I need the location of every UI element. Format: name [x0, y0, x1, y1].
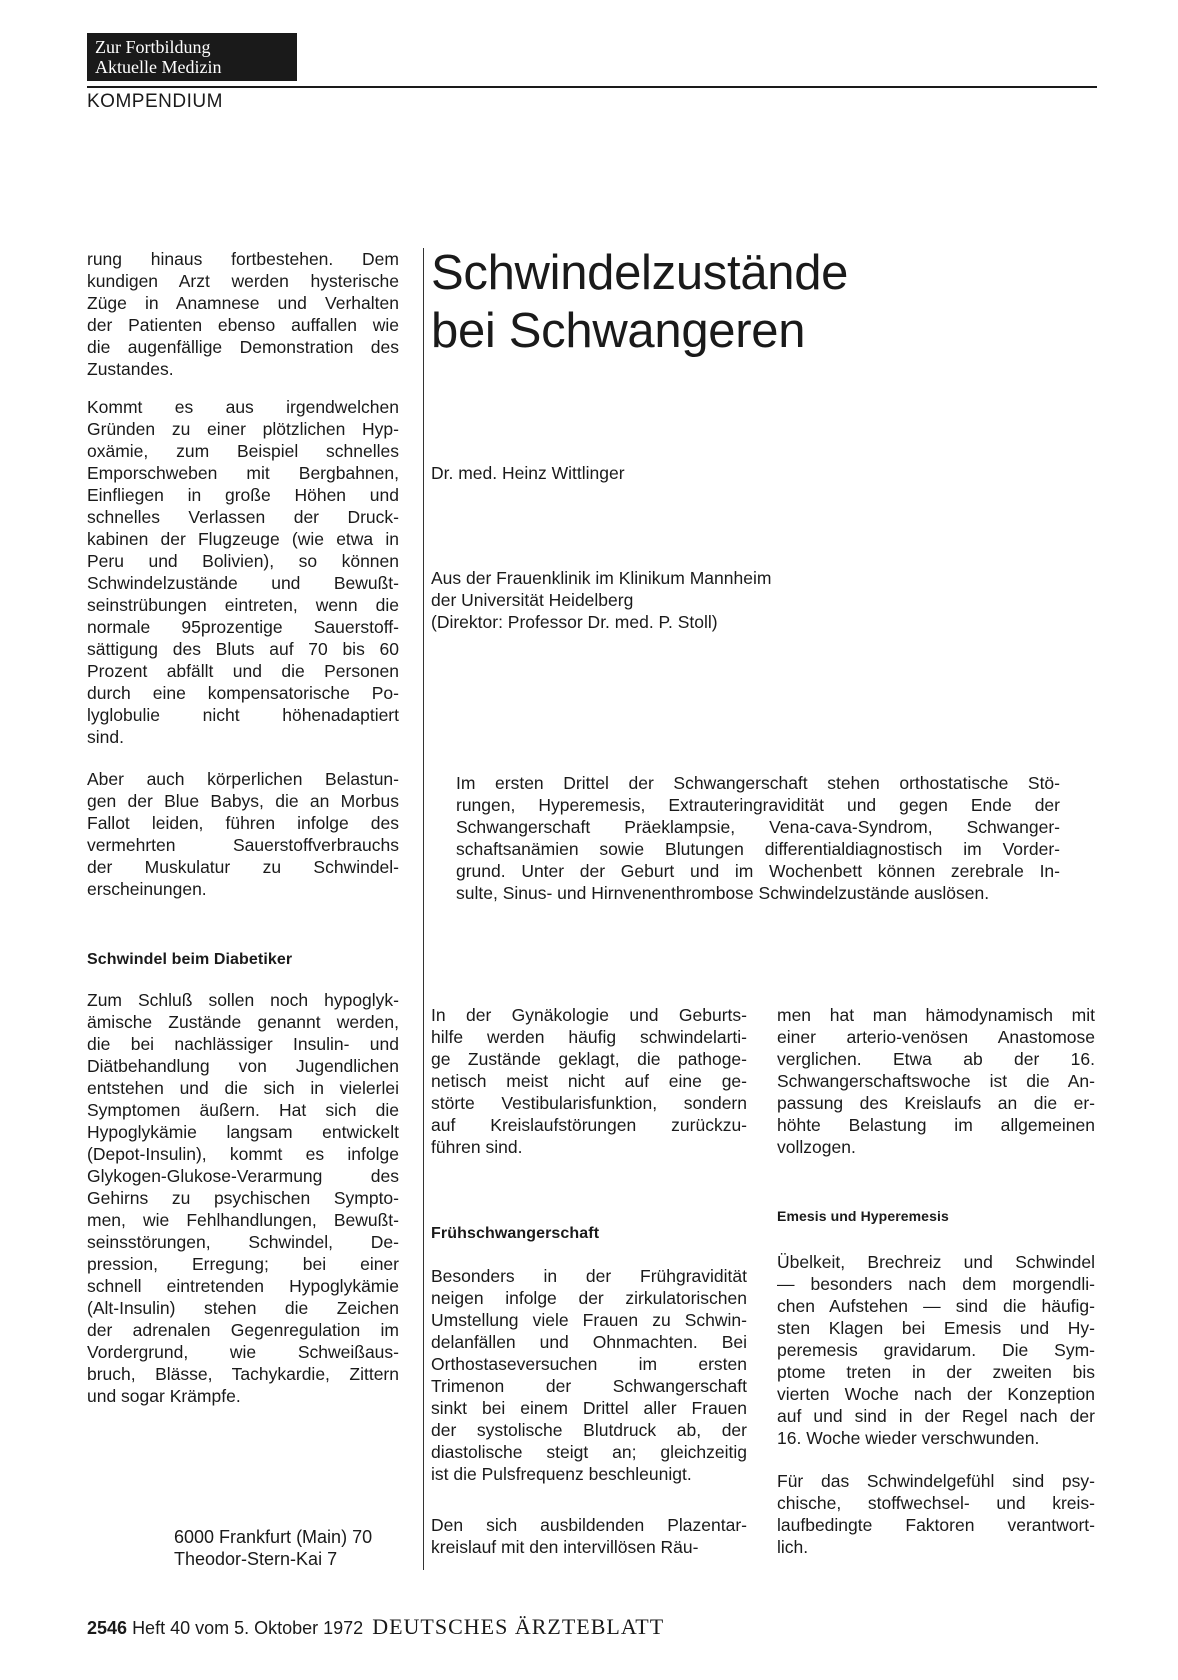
text-line: Hypoglykämie langsam entwickelt — [87, 1122, 399, 1142]
text-line: pression, Erregung; bei einer — [87, 1254, 399, 1274]
affiliation-line: der Universität Heidelberg — [431, 590, 634, 610]
heading-emesis: Emesis und Hyperemesis — [777, 1208, 949, 1224]
text-line: rung hinaus fortbestehen. Dem — [87, 249, 399, 269]
author-address — [174, 1526, 372, 1570]
text-line: (Depot-Insulin), kommt es infolge — [87, 1144, 399, 1164]
text-line: Glykogen-Glukose-Verarmung des — [87, 1166, 399, 1186]
text-line: kabinen der Flugzeuge (wie etwa in — [87, 529, 399, 549]
text-line: rungen, Hyperemesis, Extrauteringravidität und gegen Ende der — [456, 795, 1060, 815]
text-line: Trimenon der Schwangerschaft — [431, 1376, 747, 1396]
text-line: der systolische Blutdruck ab, der — [431, 1420, 747, 1440]
text-line: seinstrübungen eintreten, wenn die — [87, 595, 399, 615]
author-name: Dr. med. Heinz Wittlinger — [431, 463, 625, 483]
text-line: netisch meist nicht auf eine ge- — [431, 1071, 747, 1091]
address-line-2: Theodor-Stern-Kai 7 — [174, 1549, 338, 1569]
text-line: Züge in Anamnese und Verhalten — [87, 293, 399, 313]
text-line: Den sich ausbildenden Plazentar- — [431, 1515, 747, 1535]
text-line: die bei nachlässiger Insulin- und — [87, 1034, 399, 1054]
text-line: Kommt es aus irgendwelchen — [87, 397, 399, 417]
right-para-3 — [777, 1470, 1095, 1558]
text-line: peremesis gravidarum. Die Sym- — [777, 1340, 1095, 1360]
text-line: In der Gynäkologie und Geburts- — [431, 1005, 747, 1025]
text-line: ptome treten in der zweiten bis — [777, 1362, 1095, 1382]
text-line: Für das Schwindelgefühl sind psy- — [777, 1471, 1095, 1491]
text-line: ämische Zustände genannt werden, — [87, 1012, 399, 1032]
text-line: Besonders in der Frühgravidität — [431, 1266, 747, 1286]
middle-para-1 — [431, 1004, 747, 1158]
left-para-1 — [87, 248, 399, 380]
title-line-1: Schwindelzustände — [431, 246, 849, 300]
affiliation — [431, 567, 771, 633]
text-line: normale 95prozentige Sauerstoff- — [87, 617, 399, 637]
text-line: laufbedingte Faktoren verantwort- — [777, 1515, 1095, 1535]
text-line: der Patienten ebenso auffallen wie — [87, 315, 399, 335]
text-line: sinkt bei einem Drittel aller Frauen — [431, 1398, 747, 1418]
text-line: ist die Pulsfrequenz beschleunigt. — [431, 1464, 692, 1484]
text-line: delanfällen und Ohnmachten. Bei — [431, 1332, 747, 1352]
text-line: und sogar Krämpfe. — [87, 1386, 241, 1406]
middle-para-3 — [431, 1514, 747, 1558]
text-line: 16. Woche wieder verschwunden. — [777, 1428, 1040, 1448]
text-line: diastolische steigt an; gleichzeitig — [431, 1442, 747, 1462]
text-line: Peru und Bolivien), so können — [87, 551, 399, 571]
text-line: sättigung des Bluts auf 70 bis 60 — [87, 639, 399, 659]
text-line: vermehrten Sauerstoffverbrauchs — [87, 835, 399, 855]
text-line: chen Aufstehen — sind die häufig- — [777, 1296, 1095, 1316]
text-line: auf Kreislaufstörungen zurückzu- — [431, 1115, 747, 1135]
text-line: Fallot leiden, führen infolge des — [87, 813, 399, 833]
text-line: bruch, Blässe, Tachykardie, Zittern — [87, 1364, 399, 1384]
text-line: höhte Belastung im allgemeinen — [777, 1115, 1095, 1135]
text-line: Prozent abfällt und die Personen — [87, 661, 399, 681]
affiliation-line: Aus der Frauenklinik im Klinikum Mannheim — [431, 568, 772, 588]
text-line: kreislauf mit den intervillösen Räu- — [431, 1537, 699, 1557]
text-line: schnelles Verlassen der Druck- — [87, 507, 399, 527]
text-line: Einfliegen in große Höhen und — [87, 485, 399, 505]
series-line-1: Zur Fortbildung — [95, 37, 211, 57]
text-line: lich. — [777, 1537, 809, 1557]
heading-diabetiker: Schwindel beim Diabetiker — [87, 951, 293, 968]
text-line: ge Zustände geklagt, die pathoge- — [431, 1049, 747, 1069]
section-label: KOMPENDIUM — [87, 91, 223, 112]
text-line: Übelkeit, Brechreiz und Schwindel — [777, 1252, 1095, 1272]
text-line: oxämie, zum Beispiel schnelles — [87, 441, 399, 461]
text-line: Schwindelzustände und Bewußt- — [87, 573, 399, 593]
text-line: neigen infolge der zirkulatorischen — [431, 1288, 747, 1308]
left-para-4 — [87, 989, 399, 1407]
text-line: die augenfällige Demonstration des — [87, 337, 399, 357]
issue-info: Heft 40 vom 5. Oktober 1972 — [132, 1618, 364, 1638]
text-line: passung des Kreislaufs an die er- — [777, 1093, 1095, 1113]
text-line: lyglobulie nicht höhenadaptiert — [87, 705, 399, 725]
column-divider — [423, 248, 424, 1570]
text-line: sten Klagen bei Emesis und Hy- — [777, 1318, 1095, 1338]
text-line: grund. Unter der Geburt und im Wochenbett können zerebrale In- — [456, 861, 1060, 881]
text-line: Zum Schluß sollen noch hypoglyk- — [87, 990, 399, 1010]
text-line: seinsstörungen, Schwindel, De- — [87, 1232, 399, 1252]
text-line: — besonders nach dem morgendli- — [777, 1274, 1095, 1294]
title-line-2: bei Schwangeren — [431, 304, 806, 358]
text-line: störte Vestibularisfunktion, sondern — [431, 1093, 747, 1113]
left-para-3 — [87, 768, 399, 900]
text-line: einer arterio-venösen Anastomose — [777, 1027, 1095, 1047]
text-line: men hat man hämodynamisch mit — [777, 1005, 1095, 1025]
page-footer — [87, 1614, 664, 1640]
text-line: vierten Woche nach der Konzeption — [777, 1384, 1095, 1404]
text-line: sulte, Sinus- und Hirnvenenthrombose Schwindelzustände auslösen. — [456, 883, 990, 903]
text-line: verglichen. Etwa ab der 16. — [777, 1049, 1095, 1069]
text-line: führen sind. — [431, 1137, 523, 1157]
text-line: Gründen zu einer plötzlichen Hyp- — [87, 419, 399, 439]
text-line: schaftsanämien sowie Blutungen differentialdiagnostisch im Vorder- — [456, 839, 1060, 859]
text-line: auf und sind in der Regel nach der — [777, 1406, 1095, 1426]
affiliation-line: (Direktor: Professor Dr. med. P. Stoll) — [431, 612, 718, 632]
text-line: entstehen und die sich in vielerlei — [87, 1078, 399, 1098]
abstract — [456, 772, 1060, 904]
middle-para-2 — [431, 1265, 747, 1485]
text-line: vollzogen. — [777, 1137, 856, 1157]
text-line: durch eine kompensatorische Po- — [87, 683, 399, 703]
text-line: Diätbehandlung von Jugendlichen — [87, 1056, 399, 1076]
series-label-box — [87, 33, 297, 81]
journal-name: DEUTSCHES ÄRZTEBLATT — [372, 1614, 665, 1639]
page-number: 2546 — [87, 1618, 128, 1638]
article-title — [431, 244, 848, 360]
heading-fruehschwangerschaft: Frühschwangerschaft — [431, 1225, 600, 1242]
text-line: gen der Blue Babys, die an Morbus — [87, 791, 399, 811]
series-line-2: Aktuelle Medizin — [95, 57, 222, 77]
left-para-2 — [87, 396, 399, 748]
text-line: kundigen Arzt werden hysterische — [87, 271, 399, 291]
text-line: erscheinungen. — [87, 879, 207, 899]
text-line: Gehirns zu psychischen Sympto- — [87, 1188, 399, 1208]
text-line: schnell eintretenden Hypoglykämie — [87, 1276, 399, 1296]
text-line: Schwangerschaft Präeklampsie, Vena-cava-Syndrom, Schwanger- — [456, 817, 1060, 837]
text-line: Vordergrund, wie Schweißaus- — [87, 1342, 399, 1362]
text-line: Orthostaseversuchen im ersten — [431, 1354, 747, 1374]
header-rule — [87, 86, 1097, 88]
address-line-1: 6000 Frankfurt (Main) 70 — [174, 1527, 373, 1547]
text-line: Im ersten Drittel der Schwangerschaft stehen orthostatische Stö- — [456, 773, 1060, 793]
text-line: Emporschweben mit Bergbahnen, — [87, 463, 399, 483]
text-line: der Muskulatur zu Schwindel- — [87, 857, 399, 877]
text-line: sind. — [87, 727, 124, 747]
text-line: Symptomen äußern. Hat sich die — [87, 1100, 399, 1120]
text-line: (Alt-Insulin) stehen die Zeichen — [87, 1298, 399, 1318]
text-line: chische, stoffwechsel- und kreis- — [777, 1493, 1095, 1513]
text-line: men, wie Fehlhandlungen, Bewußt- — [87, 1210, 399, 1230]
text-line: Zustandes. — [87, 359, 174, 379]
text-line: Schwangerschaftswoche ist die An- — [777, 1071, 1095, 1091]
text-line: Aber auch körperlichen Belastun- — [87, 769, 399, 789]
text-line: Umstellung viele Frauen zu Schwin- — [431, 1310, 747, 1330]
right-para-1 — [777, 1004, 1095, 1158]
text-line: hilfe werden häufig schwindelarti- — [431, 1027, 747, 1047]
text-line: der adrenalen Gegenregulation im — [87, 1320, 399, 1340]
right-para-2 — [777, 1251, 1095, 1449]
